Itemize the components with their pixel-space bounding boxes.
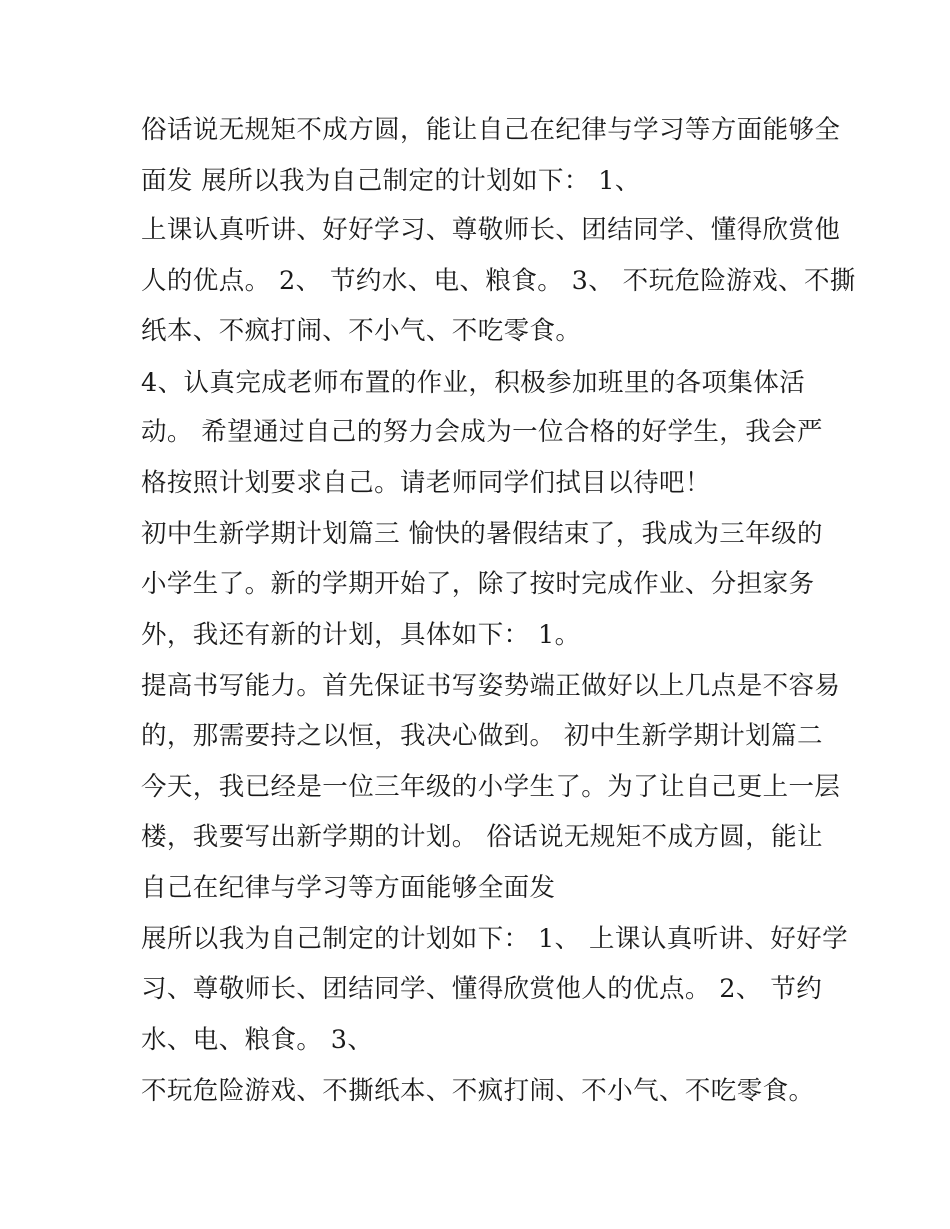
text-line: 小学生了。新的学期开始了，除了按时完成作业、分担家务 [141, 569, 815, 599]
text-line: 水、电、粮食。 3、 [141, 1025, 374, 1055]
text-line: 人的优点。 2、 节约水、电、粮食。 3、 不玩危险游戏、不撕 [141, 266, 856, 296]
text-line: 展所以我为自己制定的计划如下： 1、 上课认真听讲、好好学 [141, 924, 849, 954]
text-line: 今天，我已经是一位三年级的小学生了。为了让自己更上一层 [141, 772, 841, 802]
text-line: 外，我还有新的计划，具体如下： 1。 [141, 620, 581, 650]
text-line: 俗话说无规矩不成方圆，能让自己在纪律与学习等方面能够全 [141, 115, 841, 145]
text-line: 的，那需要持之以恒，我决心做到。 初中生新学期计划篇二 [141, 721, 823, 751]
text-line: 4、认真完成老师布置的作业，积极参加班里的各项集体活 [141, 368, 806, 398]
text-line: 自己在纪律与学习等方面能够全面发 [141, 873, 556, 903]
text-line: 初中生新学期计划篇三 愉快的暑假结束了，我成为三年级的 [141, 519, 823, 549]
text-line: 面发 展所以我为自己制定的计划如下： 1、 [141, 166, 641, 196]
text-line: 纸本、不疯打闹、不小气、不吃零食。 [141, 316, 582, 346]
text-line: 上课认真听讲、好好学习、尊敬师长、团结同学、懂得欣赏他 [141, 215, 841, 245]
text-line: 提高书写能力。首先保证书写姿势端正做好以上几点是不容易 [141, 671, 841, 701]
text-line: 不玩危险游戏、不撕纸本、不疯打闹、不小气、不吃零食。 [141, 1076, 815, 1106]
text-line: 楼，我要写出新学期的计划。 俗话说无规矩不成方圆，能让 [141, 822, 823, 852]
text-line: 格按照计划要求自己。请老师同学们拭目以待吧！ [141, 468, 711, 498]
text-line: 动。 希望通过自己的努力会成为一位合格的好学生，我会严 [141, 417, 823, 447]
text-line: 习、尊敬师长、团结同学、懂得欣赏他人的优点。 2、 节约 [141, 974, 823, 1004]
